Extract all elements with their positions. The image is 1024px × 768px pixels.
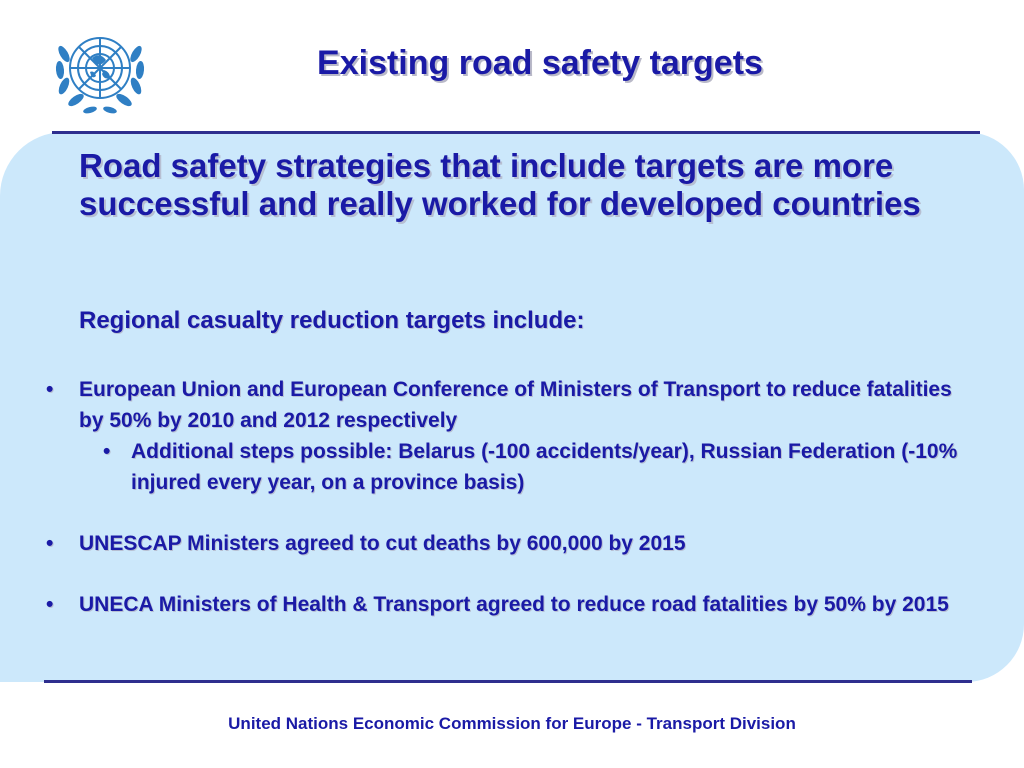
slide-title: Existing road safety targets: [317, 44, 763, 82]
sub-bullet-marker: •: [103, 440, 111, 463]
lead-statement: Road safety strategies that include targets are more successful and really worked for developed countries: [79, 147, 921, 222]
subheading: Regional casualty reduction targets include:: [79, 307, 585, 334]
footer-text: United Nations Economic Commission for Europe - Transport Division: [228, 714, 796, 733]
bullet-marker: •: [46, 378, 54, 401]
bullet-marker: •: [46, 593, 54, 616]
bullet-marker: •: [46, 532, 54, 555]
bullet-eu-ecmt: European Union and European Conference of Ministers of Transport to reduce fatalities by 50% by 2010 and 2012 respectively: [79, 378, 952, 432]
bullet-unescap: UNESCAP Ministers agreed to cut deaths by 600,000 by 2015: [79, 532, 686, 555]
sub-bullet-additional-steps: Additional steps possible: Belarus (-100 accidents/year), Russian Federation (-10% injured every year, on a province basis): [131, 440, 958, 494]
bullet-uneca: UNECA Ministers of Health & Transport agreed to reduce road fatalities by 50% by 2015: [79, 593, 949, 616]
